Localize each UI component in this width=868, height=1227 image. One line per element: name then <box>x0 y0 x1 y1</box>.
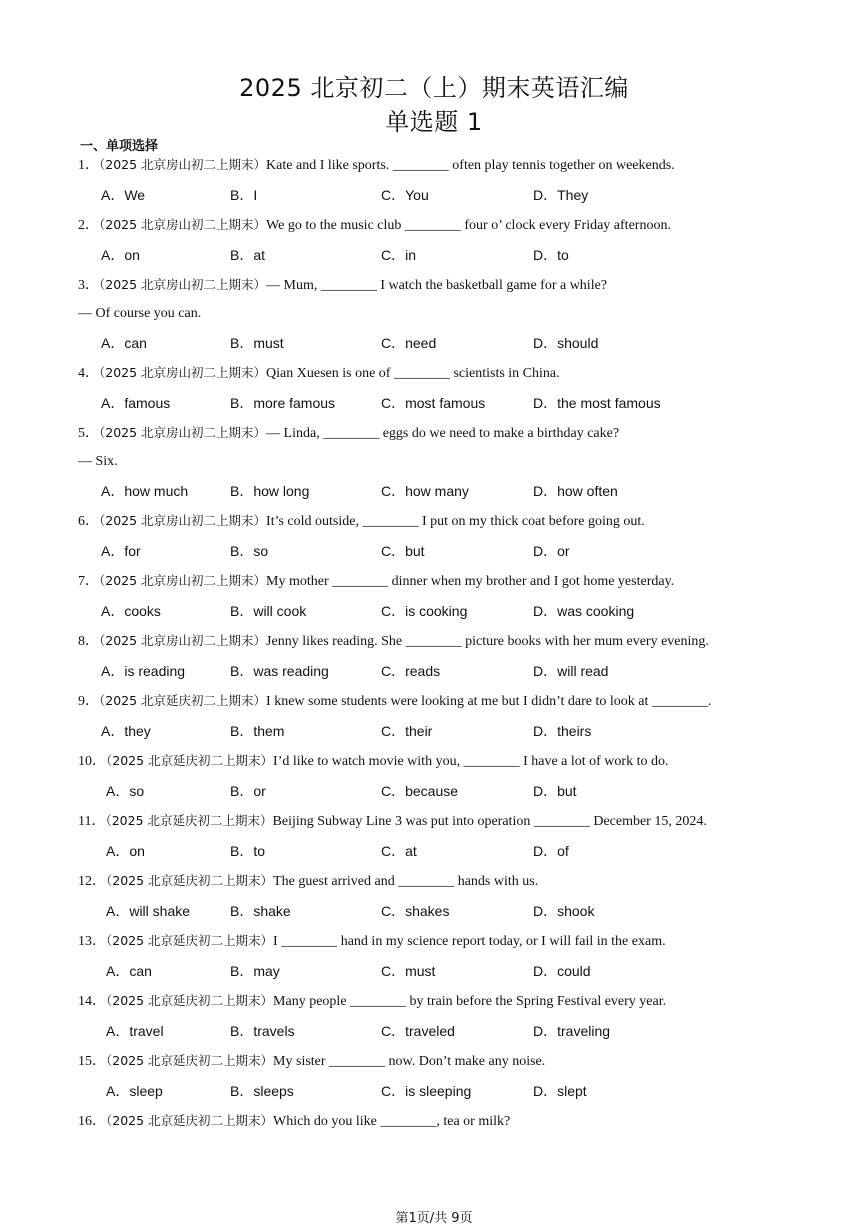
question-stem <box>0 811 868 841</box>
option-a: A．so <box>106 783 145 799</box>
option-a: A．is reading <box>101 663 186 679</box>
question-stem <box>0 423 868 453</box>
option-b: B．to <box>230 843 266 859</box>
question-number: 9． <box>78 694 99 709</box>
option-d: D．but <box>533 783 577 799</box>
option-b: B．will cook <box>230 603 307 619</box>
question-source: （2025 北京延庆初二上期末） <box>106 993 274 1008</box>
option-b: B．travels <box>230 1023 295 1039</box>
answer-options <box>0 1021 868 1051</box>
option-a: A．how much <box>101 483 189 499</box>
question-stem <box>0 691 868 721</box>
question-stem <box>0 751 868 781</box>
option-d: D．should <box>533 335 599 351</box>
question-number: 11． <box>78 814 106 829</box>
question-number: 10． <box>78 754 106 769</box>
option-d: D．could <box>533 963 591 979</box>
question-text: It’s cold outside, ________ I put on my thick coat before going out. <box>266 514 645 529</box>
option-b: B．them <box>230 723 285 739</box>
option-b: B．must <box>230 335 284 351</box>
question-number: 1． <box>78 158 99 173</box>
question-number: 15． <box>78 1054 106 1069</box>
question-text: Many people ________ by train before the Spring Festival every year. <box>273 994 667 1009</box>
question-item <box>0 571 868 631</box>
question-stem <box>0 155 868 185</box>
option-a: A．on <box>101 247 140 263</box>
question-stem <box>0 275 868 305</box>
question-source: （2025 北京延庆初二上期末） <box>106 933 274 948</box>
option-a: A．they <box>101 723 151 739</box>
question-item <box>0 631 868 691</box>
dialogue-reply: — Six. <box>78 454 118 469</box>
question-stem <box>0 215 868 245</box>
question-stem <box>0 511 868 541</box>
question-stem <box>0 931 868 961</box>
question-text: — Mum, ________ I watch the basketball game for a while? <box>266 278 608 293</box>
answer-options <box>0 721 868 751</box>
question-text: Beijing Subway Line 3 was put into operation ________ December 15, 2024. <box>272 814 707 829</box>
question-source: （2025 北京房山初二上期末） <box>99 425 267 440</box>
question-item <box>0 1111 868 1141</box>
question-source: （2025 北京房山初二上期末） <box>99 217 267 232</box>
option-b: B．how long <box>230 483 310 499</box>
answer-options <box>0 1081 868 1111</box>
option-a: A．We <box>101 187 146 203</box>
question-item <box>0 1051 868 1111</box>
option-c: C．need <box>381 335 437 351</box>
question-source: （2025 北京房山初二上期末） <box>99 633 267 648</box>
option-d: D．of <box>533 843 569 859</box>
question-source: （2025 北京房山初二上期末） <box>99 573 267 588</box>
option-c: C．shakes <box>381 903 450 919</box>
question-item <box>0 691 868 751</box>
option-c: C．in <box>381 247 417 263</box>
question-text: My mother ________ dinner when my brother and I got home yesterday. <box>266 574 675 589</box>
option-b: B．may <box>230 963 280 979</box>
option-b: B．I <box>230 187 258 203</box>
question-stem <box>0 991 868 1021</box>
question-source: （2025 北京延庆初二上期末） <box>105 813 273 828</box>
question-text: We go to the music club ________ four o’ clock every Friday afternoon. <box>266 218 671 233</box>
answer-options <box>0 333 868 363</box>
option-a: A．on <box>106 843 145 859</box>
option-a: A．famous <box>101 395 171 411</box>
question-stem <box>0 363 868 393</box>
option-a: A．sleep <box>106 1083 163 1099</box>
question-number: 14． <box>78 994 106 1009</box>
answer-options <box>0 601 868 631</box>
document-subtitle: 单选题 1 <box>385 108 483 136</box>
option-d: D．to <box>533 247 569 263</box>
question-source: （2025 北京延庆初二上期末） <box>99 693 267 708</box>
question-item <box>0 215 868 275</box>
answer-options <box>0 245 868 275</box>
option-c: C．most famous <box>381 395 486 411</box>
option-b: B．sleeps <box>230 1083 294 1099</box>
question-item <box>0 275 868 363</box>
option-c: C．how many <box>381 483 469 499</box>
question-source: （2025 北京房山初二上期末） <box>99 513 267 528</box>
question-number: 5． <box>78 426 99 441</box>
question-source: （2025 北京房山初二上期末） <box>99 365 267 380</box>
option-a: A．cooks <box>101 603 161 619</box>
question-source: （2025 北京延庆初二上期末） <box>106 1113 274 1128</box>
question-text: Jenny likes reading. She ________ picture books with her mum every evening. <box>266 634 709 649</box>
question-text: Which do you like ________, tea or milk? <box>273 1114 511 1129</box>
question-source: （2025 北京延庆初二上期末） <box>106 873 274 888</box>
option-d: D．shook <box>533 903 595 919</box>
question-stem <box>0 1111 868 1141</box>
answer-options <box>0 661 868 691</box>
option-c: C．at <box>381 843 417 859</box>
option-d: D．or <box>533 543 570 559</box>
question-source: （2025 北京延庆初二上期末） <box>106 1053 274 1068</box>
option-b: B．or <box>230 783 266 799</box>
option-b: B．at <box>230 247 266 263</box>
option-a: A．for <box>101 543 141 559</box>
question-source: （2025 北京房山初二上期末） <box>99 157 267 172</box>
option-c: C．You <box>381 187 429 203</box>
question-item <box>0 931 868 991</box>
option-b: B．more famous <box>230 395 336 411</box>
question-number: 4． <box>78 366 99 381</box>
question-item <box>0 363 868 423</box>
answer-options <box>0 901 868 931</box>
option-c: C．because <box>381 783 459 799</box>
option-c: C．their <box>381 723 433 739</box>
question-source: （2025 北京延庆初二上期末） <box>106 753 274 768</box>
question-stem <box>0 571 868 601</box>
answer-options <box>0 541 868 571</box>
answer-options <box>0 781 868 811</box>
question-number: 13． <box>78 934 106 949</box>
question-stem <box>0 871 868 901</box>
option-a: A．can <box>101 335 147 351</box>
question-item <box>0 423 868 511</box>
option-d: D．traveling <box>533 1023 611 1039</box>
question-text: The guest arrived and ________ hands with us. <box>273 874 539 889</box>
question-source: （2025 北京房山初二上期末） <box>99 277 267 292</box>
option-a: A．can <box>106 963 152 979</box>
option-d: D．the most famous <box>533 395 661 411</box>
question-item <box>0 511 868 571</box>
answer-options <box>0 841 868 871</box>
question-stem <box>0 1051 868 1081</box>
question-item <box>0 155 868 215</box>
question-text: Qian Xuesen is one of ________ scientists in China. <box>266 366 560 381</box>
option-d: D．slept <box>533 1083 587 1099</box>
option-d: D．how often <box>533 483 618 499</box>
question-number: 2． <box>78 218 99 233</box>
option-c: C．traveled <box>381 1023 455 1039</box>
option-d: D．They <box>533 187 589 203</box>
option-c: C．must <box>381 963 436 979</box>
question-item <box>0 751 868 811</box>
option-c: C．but <box>381 543 425 559</box>
question-item <box>0 811 868 871</box>
question-item <box>0 991 868 1051</box>
question-text: — Linda, ________ eggs do we need to make a birthday cake? <box>266 426 620 441</box>
question-number: 6． <box>78 514 99 529</box>
page-footer: 第1页/共 9页 <box>395 1211 473 1226</box>
question-text: I ________ hand in my science report today, or I will fail in the exam. <box>273 934 666 949</box>
answer-options <box>0 961 868 991</box>
option-b: B．shake <box>230 903 291 919</box>
document-title: 2025 北京初二（上）期末英语汇编 <box>239 74 629 102</box>
option-d: D．will read <box>533 663 609 679</box>
option-c: C．is cooking <box>381 603 468 619</box>
answer-options <box>0 481 868 511</box>
question-text: My sister ________ now. Don’t make any noise. <box>273 1054 546 1069</box>
answer-options <box>0 393 868 423</box>
option-a: A．will shake <box>106 903 191 919</box>
question-text: I knew some students were looking at me but I didn’t dare to look at ________. <box>266 694 712 709</box>
question-list <box>0 155 868 1141</box>
question-number: 16． <box>78 1114 106 1129</box>
question-number: 7． <box>78 574 99 589</box>
question-text: Kate and I like sports. ________ often play tennis together on weekends. <box>266 158 675 173</box>
question-number: 8． <box>78 634 99 649</box>
answer-options <box>0 185 868 215</box>
option-d: D．theirs <box>533 723 592 739</box>
question-text: I’d like to watch movie with you, ________ I have a lot of work to do. <box>273 754 669 769</box>
option-b: B．so <box>230 543 269 559</box>
option-c: C．is sleeping <box>381 1083 472 1099</box>
question-number: 12． <box>78 874 106 889</box>
option-d: D．was cooking <box>533 603 635 619</box>
dialogue-reply: — Of course you can. <box>78 306 202 321</box>
question-stem <box>0 631 868 661</box>
option-a: A．travel <box>106 1023 164 1039</box>
question-item <box>0 871 868 931</box>
question-number: 3． <box>78 278 99 293</box>
option-c: C．reads <box>381 663 441 679</box>
section-heading: 一、单项选择 <box>80 139 159 154</box>
option-b: B．was reading <box>230 663 329 679</box>
